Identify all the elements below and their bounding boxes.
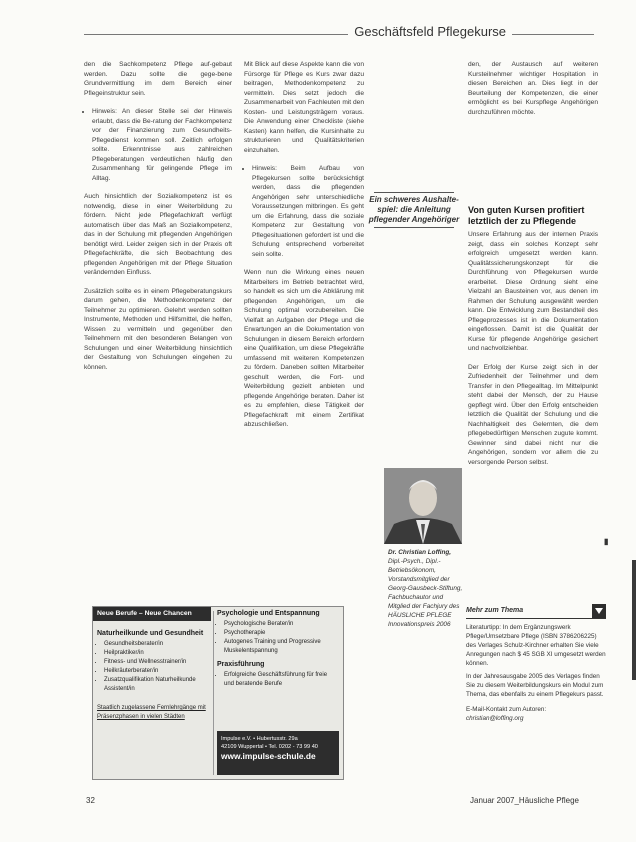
ad-list-item: • Fitness- und Wellnesstrainer/in — [104, 658, 209, 667]
bullet-item: • Hinweis: An dieser Stelle sei der Hinweis erlaubt, dass die Be-ratung der Fachkompetenz vor der Finanzierung zum Gesundheits-Pflegedienst kommen soll. Zeitlich erfolgen sollte. Erkenntnisse aus zahlreichen Pflegeberatungen verdeutlichen häufig den Zusammenhang für gelingende Pflege im Alltag. — [92, 107, 232, 183]
ad-list-item: • Erfolgreiche Geschäftsführung für freie und beratende Berufe — [224, 671, 337, 689]
info-paragraph: In der Jahresausgabe 2005 des Verlages finden Sie zu diesem Weiterbildungskurs ein Modul zum Thema, das ebenfalls zu einem Pflegekurs passt. — [466, 673, 604, 698]
ad-tab: Neue Berufe – Neue Chancen — [93, 607, 211, 621]
contact-info — [466, 705, 606, 723]
ad-list-item: • Heilpraktiker/in — [104, 649, 209, 658]
ad-website-link[interactable]: www.impulse-schule.de — [221, 751, 316, 761]
email-link[interactable]: christian@loffing.org — [466, 715, 524, 722]
pull-quote-text: Ein schweres Aushalte-spiel: die Anleitung pflegender Angehöriger — [368, 195, 460, 224]
text-column-3 — [468, 60, 598, 126]
ad-note: Staatlich zugelassene Fernlehrgänge mit Präsenzphasen in vielen Städten — [97, 705, 206, 720]
end-marker: ▮ — [604, 537, 609, 546]
ad-contact-box — [217, 731, 339, 775]
ad-list — [217, 620, 337, 656]
header-rule — [84, 34, 594, 35]
bullet-list — [84, 107, 232, 183]
paragraph: Wenn nun die Wirkung eines neuen Mitarbeiters im Betrieb betrachtet wird, so handelt es sich um die Abklärung mit pflegenden Angehörigen, um die Schulung optimal vorzubereiten. Die Vielfalt an Aufgaben der Pflege und die Erwartungen an die Dokumentation von Schulungen in diesem Bereich erfordern eine Qualifikation, um diese Pflegekräfte umfassend mit weiteren Kompetenzen zu fördern. Daneben sollten Mitarbeiter geschult werden, die Fort- und Weiterbildung gezielt anbieten und pflegende Angehörige beraten. Daher ist es zu empfehlen, diese Tätigkeit der Pflegefachkraft mit einem Zertifikat abzuschließen. — [244, 269, 364, 428]
info-box-title: Mehr zum Thema — [466, 607, 524, 614]
paragraph: den, der Austausch auf weiteren Kursteilnehmer wichtiger Hospitation in diesen Bereichen an. Dies liegt in der Beurteilung der Kompetenzen, die einer ermöglicht es bei Kurspflege Angehörigen durchzuführen möchte. — [468, 61, 598, 116]
advertisement — [92, 606, 344, 780]
paragraph: Zusätzlich sollte es in einem Pflegeberatungskurs darum gehen, die Methodenkompetenz der Teilnehmer zu optimieren. Gelehrt werden sollten Instrumente, Methoden und Hilfsmittel, die helfen, Wissen zu vermitteln und gegenüber den Teilnehmern mit den besonderen Belangen von Schulungen und einer Weiterbildung hinsichtlich der Gestaltung von Schulungen eingehen zu können. — [84, 287, 232, 371]
ad-list-item: • Heilkräuterberater/in — [104, 667, 209, 676]
ad-list-item: • Gesundheitsberater/in — [104, 640, 209, 649]
text-column-2 — [244, 60, 364, 439]
author-caption — [388, 548, 464, 629]
issue-label: Januar 2007_Häusliche Pflege — [470, 796, 579, 805]
paragraph: Auch hinsichtlich der Sozialkompetenz ist es notwendig, diese in einer Weiterbildung zu fördern. Nicht jede Pflegefachkraft verfügt automatisch über das Maß an Sozialkompetenz, das in der Schulung mit pflegenden Angehörigen benötigt wird. Leider zeigen sich in der Praxis oft Pflegefachkräfte, die sich Beobachtung des pflegenden Angehörigen mit der Pflege Situation verändernden Einfluss. — [84, 193, 232, 276]
ad-list-item: • Psychotherapie — [224, 629, 337, 638]
pull-quote-rule — [374, 227, 454, 228]
page-edge-tab — [632, 560, 636, 680]
ad-list — [97, 640, 209, 694]
ad-phone: 42109 Wuppertal • Tel. 0202 - 73 99 40 — [221, 744, 318, 750]
arrow-down-icon — [592, 604, 606, 618]
ad-list-item: • Psychologische Berater/in — [224, 620, 337, 629]
bullet-list — [244, 164, 364, 259]
author-bio: Dipl.-Psych., Dipl.-Betriebsökonom, Vorstandsmitglied der Georg-Gausbeck-Stiftung, Fachbuchautor und Mitglied der Fachjury des HÄUSLICHE PFLEGE Innovationspreis 2006 — [388, 558, 463, 628]
text-column-1 — [84, 60, 232, 381]
author-photo — [384, 468, 462, 544]
info-paragraph: Literaturtipp: In dem Ergänzungswerk Pflege/Umsetzbare Pflege (ISBN 3786206225) des Verlages Schulz-Kirchner erhalten Sie viele Anregungen nach $ 45 SGB XI umgesetzt werden können. — [466, 624, 606, 667]
ad-heading: Praxisführung — [217, 661, 265, 668]
paragraph: den die Sachkompetenz Pflege auf-gebaut werden. Dazu sollte die gege-bene Grundvermittlung im dem Bereich einer Pflegeinstruktur sein. — [84, 61, 232, 97]
paragraph: Der Erfolg der Kurse zeigt sich in der Zufriedenheit der Teilnehmer und dem Transfer in den Pflegealltag. Im Mittelpunkt steht dabei der Mensch, der zu Hause gepflegt wird. Über den Erfolg entscheiden letztlich die Qualität der Schulung und die Nachhaltigkeit des Gelernten, die dem pflegebedürftigen Menschen zugute kommt. Gewinner sind dabei nicht nur die Angehörigen, sondern vor allem die zu versorgende Person selbst. — [468, 363, 598, 466]
author-name: Dr. Christian Loffing, — [388, 549, 452, 556]
ad-heading: Psychologie und Entspannung — [217, 610, 320, 617]
pull-quote — [368, 186, 460, 234]
ad-heading: Naturheilkunde und Gesundheit — [97, 630, 204, 637]
ad-right-column — [217, 609, 337, 693]
info-box — [466, 604, 606, 784]
text-column-3-lower — [468, 205, 598, 476]
ad-list-item: • Autogenes Training und Progressive Muskelentspannung — [224, 638, 337, 656]
paragraph: Unsere Erfahrung aus der internen Praxis zeigt, dass ein solches Konzept sehr erfolgreich umgesetzt werden kann. Qualitätssicherungskonzept für die Durchführung von Pflegekursen wurde erarbeitet. Diese Ordnung sieht eine Vielzahl an Bausteinen vor, aus denen im Rahmen der Schulung ausgewählt werden kann. Die Entwicklung zum Bestandteil des Pflegeprozesses ist in die Dokumentation eingeflossen. Damit ist die Qualität der Kurse für pflegende Angehörige gesichert und nachvollziehbar. — [468, 231, 598, 352]
section-title: Geschäftsfeld Pflegekurse — [348, 24, 512, 39]
info-box-header — [466, 604, 606, 619]
ad-address: Impulse e.V. • Hubertusstr. 29a — [221, 736, 298, 742]
page-number: 32 — [86, 796, 95, 805]
pull-quote-rule — [374, 192, 454, 193]
page-header — [84, 22, 594, 42]
ad-left-column — [97, 629, 209, 722]
bullet-item: • Hinweis: Beim Aufbau von Pflegekursen sollte berücksichtigt werden, dass die pflegenden Angehörigen sehr unterschiedliche Voraussetzungen mitbringen. Es geht um die Erfahrung, dass die soziale Kompetenz zur Gestaltung von Pflegesituationen gefordert ist und die Schulung entsprechend vorbereitet sein sollte. — [252, 164, 364, 259]
subheading: Von guten Kursen profitiert letztlich der zu Pflegende — [468, 205, 585, 226]
ad-list-item: • Zusatzqualifikation Naturheilkunde Assistent/in — [104, 676, 209, 694]
paragraph: Mit Blick auf diese Aspekte kann die von Fürsorge für Pflege es Kurs zwar dazu beitragen, Methodenkompetenz zu vermitteln. Dies setzt jedoch die Zusammenarbeit von Fachleuten mit den Kosten- und Leistungsträgern voraus. Die Anwendung einer Checkliste (siehe Kasten) kann helfen, die Kursinhalte zu strukturieren und Qualitätskriterien einzuhalten. — [244, 61, 364, 154]
contact-label: E-Mail-Kontakt zum Autoren: — [466, 706, 547, 713]
ad-list — [217, 671, 337, 689]
